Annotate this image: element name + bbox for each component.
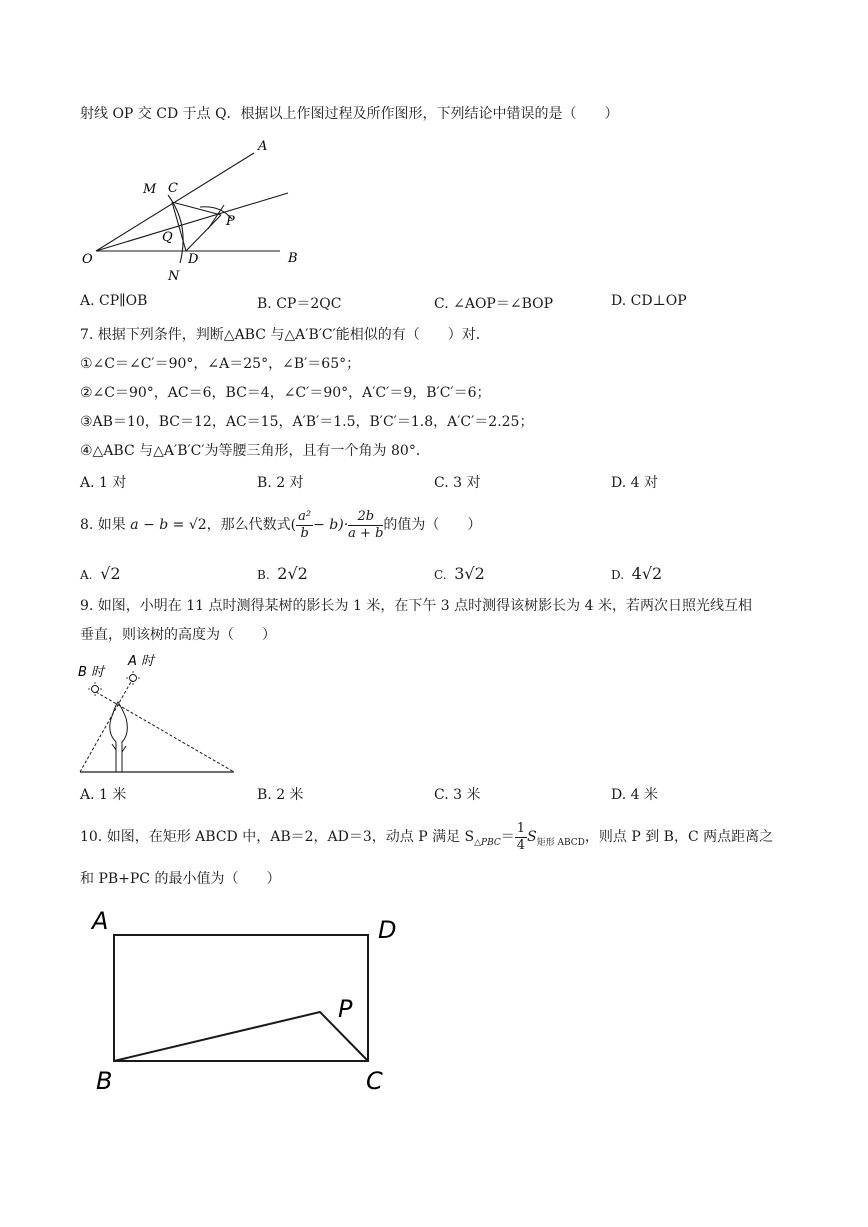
q8-option-b[interactable]	[257, 564, 308, 583]
q6-label-A: A	[258, 139, 268, 154]
q10-fraction	[515, 821, 527, 854]
q10-label-C: C	[366, 1067, 383, 1095]
q10-label-D: D	[378, 916, 397, 944]
q9-figure	[76, 652, 246, 778]
q10-eq: ＝	[500, 829, 515, 845]
q8-fraction-1	[296, 509, 313, 542]
q7-condition-2: ②∠C＝90°，AC＝6，BC＝4，∠C′＝90°，A′C′＝9，B′C′＝6；	[80, 385, 491, 401]
q6-option-c[interactable]: C. ∠AOP＝∠BOP	[434, 296, 554, 312]
q10-stem-line2: 和 PB+PC 的最小值为（ ）	[80, 871, 281, 887]
q9-stem-line1: 9. 如图，小明在 11 点时测得某树的影长为 1 米，在下午 3 点时测得该树影长为 4 米，若两次日照光线互相	[80, 598, 752, 614]
q8-frac2-num: 2b	[348, 509, 383, 526]
q7-condition-4: ④△ABC 与△A′B′C′为等腰三角形，且有一个角为 80°．	[80, 443, 430, 459]
q8-minus-b: − b)·	[313, 517, 349, 533]
q7-condition-1: ①∠C＝∠C′＝90°，∠A＝25°，∠B′＝65°；	[80, 356, 361, 372]
q8-fraction-2	[348, 509, 383, 542]
q6-label-C: C	[168, 181, 178, 196]
q8-option-a-label: A.	[80, 568, 93, 582]
q8-frac1-num: a²	[298, 508, 312, 524]
q8-option-d-label: D.	[611, 568, 625, 582]
q10-stem-part1: 10. 如图，在矩形 ABCD 中，AB＝2，AD＝3，动点 P 满足 S	[80, 829, 475, 845]
q6-option-d[interactable]: D. CD⊥OP	[611, 293, 687, 309]
q8-option-b-label: B.	[257, 568, 270, 582]
q9-option-b[interactable]: B. 2 米	[257, 787, 304, 803]
q6-label-B: B	[288, 251, 298, 266]
q6-label-M: M	[143, 182, 157, 197]
q8-condition-sqrt: √2	[188, 517, 207, 533]
q10-frac-den: 4	[516, 837, 526, 853]
q10-frac-num: 1	[516, 820, 526, 836]
q6-label-D: D	[188, 252, 199, 267]
q9-label-b-time: B 时	[78, 665, 105, 680]
q8-prefix: 8. 如果	[80, 517, 126, 533]
q8-option-c-value: 3√2	[454, 564, 485, 583]
q9-option-a[interactable]: A. 1 米	[80, 787, 127, 803]
q10-sub-pbc: △PBC	[474, 837, 501, 848]
q7-option-a[interactable]: A. 1 对	[80, 475, 127, 491]
q6-option-b[interactable]: B. CP＝2QC	[257, 296, 342, 312]
q9-option-d[interactable]: D. 4 米	[611, 787, 658, 803]
q6-label-Q: Q	[162, 230, 173, 245]
q6-label-N: N	[168, 269, 180, 284]
q8-frac1-den: b	[300, 525, 309, 541]
q7-option-c[interactable]: C. 3 对	[434, 475, 481, 491]
q10-stem-line1	[80, 820, 773, 860]
q8-condition: a − b =	[130, 517, 185, 533]
q8-frac2-den: a + b	[348, 525, 384, 541]
q9-label-a-time: A 时	[128, 654, 155, 669]
q6-figure	[80, 135, 320, 285]
q8-option-b-value: 2√2	[277, 564, 308, 583]
q7-option-b[interactable]: B. 2 对	[257, 475, 304, 491]
q10-figure	[88, 900, 408, 1100]
q8-option-a[interactable]	[80, 564, 121, 583]
q6-stem: 射线 OP 交 CD 于点 Q．根据以上作图过程及所作图形，下列结论中错误的是（ ）	[80, 106, 619, 122]
q6-option-a[interactable]: A. CP∥OB	[80, 293, 148, 309]
q6-label-O: O	[82, 252, 93, 267]
q10-stem-part2: ，则点 P 到 B，C 两点距离之	[584, 829, 774, 845]
q9-option-c[interactable]: C. 3 米	[434, 787, 481, 803]
q10-s: S	[527, 829, 537, 845]
q8-suffix: 的值为（ ）	[383, 517, 482, 533]
q10-sub-rect: 矩形 ABCD	[536, 837, 585, 848]
q9-stem-line2: 垂直，则该树的高度为（ ）	[80, 627, 276, 643]
q7-condition-3: ③AB＝10，BC＝12，AC＝15，A′B′＝1.5，B′C′＝1.8，A′C′＝2.25；	[80, 414, 534, 430]
q7-stem: 7. 根据下列条件，判断△ABC 与△A′B′C′能相似的有（ ）对．	[80, 327, 490, 343]
q10-label-B: B	[96, 1067, 113, 1095]
q8-option-d[interactable]	[611, 564, 662, 583]
q10-label-P: P	[338, 995, 353, 1023]
q6-label-P: P	[226, 214, 235, 229]
q8-mid: ，那么代数式	[206, 517, 291, 533]
q8-option-c[interactable]	[434, 564, 485, 583]
q8-option-d-value: 4√2	[631, 564, 663, 583]
q10-label-A: A	[92, 907, 109, 935]
q7-option-d[interactable]: D. 4 对	[611, 475, 658, 491]
q8-stem: 8. 如果 a − b = √2，那么代数式( $\frac{\text{a²}}{b}$ − b)· $\frac{2b}{a + b}$ 的值为（ ）	[80, 508, 482, 541]
q8-option-a-value: √2	[100, 564, 121, 583]
q8-option-c-label: C.	[434, 568, 447, 582]
